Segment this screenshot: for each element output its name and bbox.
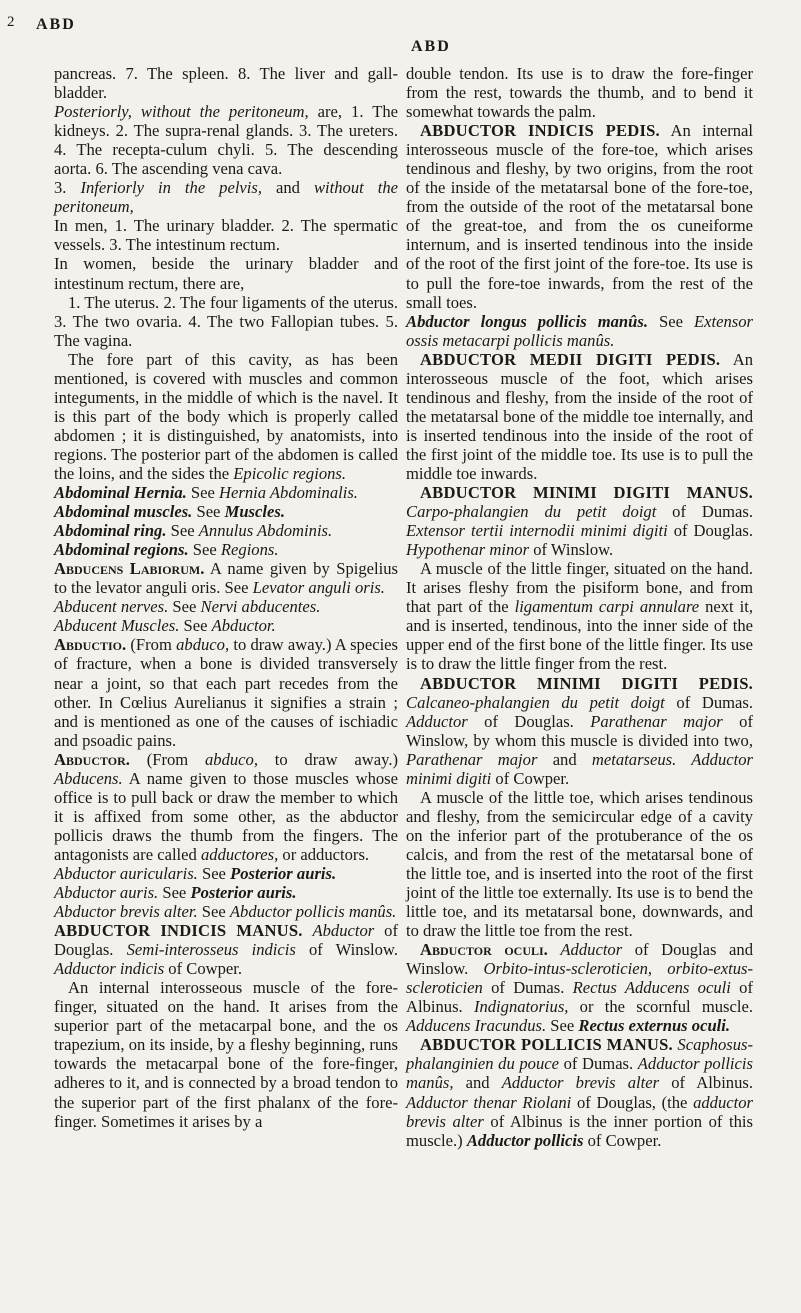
left-column-paragraph: Abductor auris. See Posterior auris. bbox=[54, 883, 297, 903]
left-column-paragraph: Abductor auricularis. See Posterior auris. bbox=[54, 863, 337, 883]
left-column-paragraph: Posteriorly, without the peritoneum, are, 1. The kidneys. 2. The supra-renal glands. 3. The ureters. 4. The recepta-culum chyli. 5. The descending aorta. 6. The ascending vena cava. bbox=[54, 102, 398, 179]
right-column-paragraph: ABDUCTOR MEDII DIGITI PEDIS. An interosseous muscle of the foot, which arises tendinous and fleshy, from the inside of the root of the metatarsal bone of the middle toe internally, and is inserted tendinous into the inside of the root of the first joint of the middle toe. Its use is to pull the middle toe inwards. bbox=[406, 349, 753, 483]
left-column-paragraph: 3. Inferiorly in the pelvis, and without the peritoneum, bbox=[54, 178, 399, 217]
right-column-paragraph: double tendon. Its use is to draw the fore-finger from the rest, towards the thumb, and to bend it somewhat towards the palm. bbox=[406, 64, 753, 122]
right-column-paragraph: A muscle of the little toe, which arises tendinous and fleshy, from the semicircular edge of a cavity on the inferior part of the protuberance of the os calcis, and from the rest of the metatarsal bone of the little toe, and is inserted into the root of the first joint of the little toe externally. Its use is to bend the little toe, and its metatarsal bone, downwards, and to draw the little toe from the rest. bbox=[406, 787, 753, 941]
right-column bbox=[406, 64, 753, 1150]
right-column-paragraph: Abductor oculi. Adductor of Douglas and Winslow. Orbito-intus-scleroticien, orbito-extus-scleroticien of Dumas. Rectus Adducens oculi of Albinus. Indignatorius, or the scornful muscle. Adducens Iracundus. See Rectus externus oculi. bbox=[406, 940, 753, 1036]
running-head-right: ABD bbox=[411, 38, 451, 55]
page-number: 2 bbox=[7, 14, 15, 30]
left-column-paragraph: Abductor. (From abduco, to draw away.) Abducens. A name given to those muscles whose office is to pull back or draw the member to which it is affixed from some other, as the abductor pollicis draws the thumb from the fingers. The antagonists are called adductores, or adductors. bbox=[54, 749, 398, 864]
left-column-paragraph: Abdominal ring. See Annulus Abdominis. bbox=[54, 521, 333, 541]
running-head-left: ABD bbox=[36, 16, 76, 33]
right-column-paragraph: ABDUCTOR MINIMI DIGITI PEDIS. Calcaneo-phalangien du petit doigt of Dumas. Adductor of Douglas. Parathenar major of Winslow, by whom this muscle is divided into two, Parathenar major and metatarseus. Adductor minimi digiti of Cowper. bbox=[406, 673, 754, 788]
left-column-paragraph: In men, 1. The urinary bladder. 2. The spermatic vessels. 3. The intestinum rectum. bbox=[54, 216, 398, 255]
left-column-paragraph: Abducent Muscles. See Abductor. bbox=[54, 616, 276, 636]
left-column-paragraph: Abductio. (From abduco, to draw away.) A species of fracture, when a bone is divided transversely near a joint, so that each part recedes from the other. In Cœlius Aurelianus it signifies a strain ; and is mentioned as one of the causes of ischiadic and psoadic pains. bbox=[54, 635, 399, 750]
left-column-paragraph: Abdominal Hernia. See Hernia Abdominalis. bbox=[54, 483, 358, 503]
left-column-paragraph: 1. The uterus. 2. The four ligaments of the uterus. 3. The two ovaria. 4. The two Fallopian tubes. 5. The vagina. bbox=[54, 292, 398, 350]
left-column-paragraph: ABDUCTOR INDICIS MANUS. Abductor of Douglas. Semi-interosseus indicis of Winslow. Adductor indicis of Cowper. bbox=[54, 921, 398, 979]
right-column-paragraph: ABDUCTOR MINIMI DIGITI MANUS. Carpo-phalangien du petit doigt of Dumas. Extensor tertii internodii minimi digiti of Douglas. Hypothenar minor of Winslow. bbox=[406, 483, 754, 560]
left-column-paragraph: Abducent nerves. See Nervi abducentes. bbox=[54, 597, 321, 617]
left-column-paragraph: Abducens Labiorum. A name given by Spigelius to the levator anguli oris. See Levator anguli oris. bbox=[54, 559, 398, 598]
left-column bbox=[54, 64, 398, 1131]
left-column-paragraph: pancreas. 7. The spleen. 8. The liver and gall-bladder. bbox=[54, 64, 398, 103]
left-column-paragraph: An internal interosseous muscle of the fore-finger, situated on the hand. It arises from the superior part of the metacarpal bone, and the os trapezium, on its inside, by a fleshy beginning, runs towards the metacarpal bone of the fore-finger, adheres to it, and is connected by a broad tendon to the superior part of the first phalanx of the fore-finger. Sometimes it arises by a bbox=[54, 978, 398, 1131]
right-column-paragraph: ABDUCTOR INDICIS PEDIS. An internal interosseous muscle of the fore-toe, which arises tendinous and fleshy, by two origins, from the root of the inside of the metatarsal bone of the fore-toe, from the outside of the root of the metatarsal bone of the great-toe, and from the os cuneiforme internum, and is inserted tendinous into the inside of the root of the first joint of the fore-toe. Its use is to pull the fore-toe inwards, from the rest of the small toes. bbox=[406, 121, 753, 312]
left-column-paragraph: In women, beside the urinary bladder and intestinum rectum, there are, bbox=[54, 254, 398, 293]
right-column-paragraph: A muscle of the little finger, situated on the hand. It arises fleshy from the pisiform bone, and from that part of the ligamentum carpi annulare next it, and is inserted, tendinous, into the inner side of the upper end of the first bone of the little finger. Its use is to draw the little finger from the rest. bbox=[406, 559, 753, 674]
left-column-paragraph: Abdominal muscles. See Muscles. bbox=[54, 502, 285, 522]
right-column-paragraph: Abductor longus pollicis manûs. See Extensor ossis metacarpi pollicis manûs. bbox=[406, 311, 753, 350]
left-column-paragraph: Abdominal regions. See Regions. bbox=[54, 540, 279, 560]
left-column-paragraph: Abductor brevis alter. See Abductor pollicis manûs. bbox=[54, 902, 397, 922]
left-column-paragraph: The fore part of this cavity, as has been mentioned, is covered with muscles and common integuments, in the middle of which is the navel. It is this part of the body which is properly called abdomen ; it is distinguished, by anatomists, into regions. The posterior part of the abdomen is called the loins, and the sides the Epicolic regions. bbox=[54, 349, 398, 483]
right-column-paragraph: ABDUCTOR POLLICIS MANUS. Scaphosus-phalanginien du pouce of Dumas. Adductor pollicis manûs, and Adductor brevis alter of Albinus. Adductor thenar Riolani of Douglas, (the adductor brevis alter of Albinus is the inner portion of this muscle.) Adductor pollicis of Cowper. bbox=[406, 1035, 753, 1150]
